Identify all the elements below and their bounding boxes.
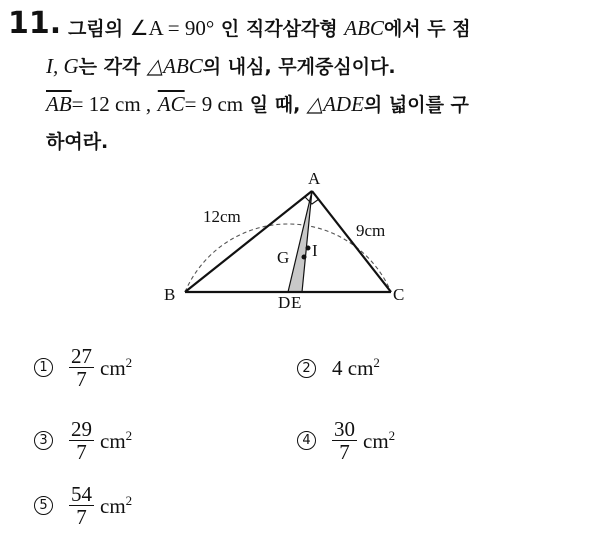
- question-number: 11.: [8, 6, 62, 41]
- triangle-name: ABC: [344, 16, 384, 40]
- label-ac-length: 9cm: [356, 221, 386, 240]
- unit: [100, 355, 132, 381]
- question-line-2: [46, 52, 396, 79]
- point-i: [306, 246, 311, 251]
- numerator: 27: [71, 344, 92, 368]
- unit-exponent: 2: [125, 354, 133, 370]
- question-text: 의 내심, 무게중심이다.: [202, 56, 396, 78]
- numerator: 54: [71, 482, 92, 506]
- denominator: 7: [76, 505, 87, 530]
- question-text: 의 넓이를 구: [363, 94, 469, 116]
- denominator: 7: [76, 440, 87, 465]
- segment-ac: $\overline{AC}$: [157, 92, 185, 116]
- unit-text: cm: [100, 428, 126, 453]
- choice-3-fraction: [69, 418, 94, 463]
- triangle-ade: △ADE: [306, 92, 364, 116]
- label-i: I: [312, 241, 318, 260]
- denominator: 7: [76, 367, 87, 392]
- choice-2[interactable]: [297, 355, 380, 381]
- side-ac: [312, 191, 391, 292]
- denominator: 7: [339, 440, 350, 465]
- choice-number-3: 3: [34, 431, 53, 450]
- unit-text: cm: [100, 355, 126, 380]
- triangle-figure: [160, 160, 420, 320]
- label-b: B: [164, 285, 176, 304]
- choice-4[interactable]: [297, 418, 395, 463]
- triangle-name: △ABC: [146, 54, 203, 78]
- unit-text: cm: [100, 493, 126, 518]
- label-g: G: [277, 248, 290, 267]
- question-text: 에서 두 점: [383, 18, 471, 40]
- unit-exponent: 2: [388, 427, 396, 443]
- choice-number-1: 1: [34, 358, 53, 377]
- unit-exponent: 2: [125, 427, 133, 443]
- numerator: 29: [71, 417, 92, 441]
- choice-4-fraction: [332, 418, 357, 463]
- choice-number-5: 5: [34, 496, 53, 515]
- unit-exponent: 2: [373, 355, 380, 370]
- label-a: A: [308, 169, 321, 188]
- value: 4: [332, 356, 343, 380]
- question-line-1: [68, 14, 471, 41]
- choice-number-2: 2: [297, 359, 316, 378]
- question-text: 그림의: [68, 18, 124, 40]
- question-text: 일 때,: [249, 94, 301, 116]
- unit-exponent: 2: [125, 492, 133, 508]
- length-ab: = 12 cm ,: [71, 92, 152, 116]
- label-ab-length: 12cm: [203, 207, 241, 226]
- angle-expression: ∠A = 90°: [129, 16, 215, 40]
- unit: [363, 428, 395, 454]
- question-line-3: [46, 90, 469, 117]
- label-c: C: [393, 285, 405, 304]
- question-line-4: 하여라.: [46, 131, 109, 153]
- numerator: 30: [334, 417, 355, 441]
- choice-number-4: 4: [297, 431, 316, 450]
- point-g: [302, 255, 307, 260]
- unit: [100, 493, 132, 519]
- unit-text: cm: [363, 428, 389, 453]
- choice-5[interactable]: [34, 483, 132, 528]
- point-names: I, G: [46, 54, 79, 78]
- label-e: E: [291, 293, 302, 312]
- question-text: 는 각각: [78, 56, 141, 78]
- question-text: 인 직각삼각형: [220, 18, 338, 40]
- unit: [100, 428, 132, 454]
- unit-text: cm: [347, 356, 374, 380]
- segment-ab: $\overline{AB}$: [46, 92, 72, 116]
- choice-1[interactable]: [34, 345, 132, 390]
- choice-5-fraction: [69, 483, 94, 528]
- length-ac: = 9 cm: [184, 92, 244, 116]
- choice-1-fraction: [69, 345, 94, 390]
- label-d: D: [278, 293, 291, 312]
- choice-3[interactable]: [34, 418, 132, 463]
- choice-2-value: [332, 355, 380, 381]
